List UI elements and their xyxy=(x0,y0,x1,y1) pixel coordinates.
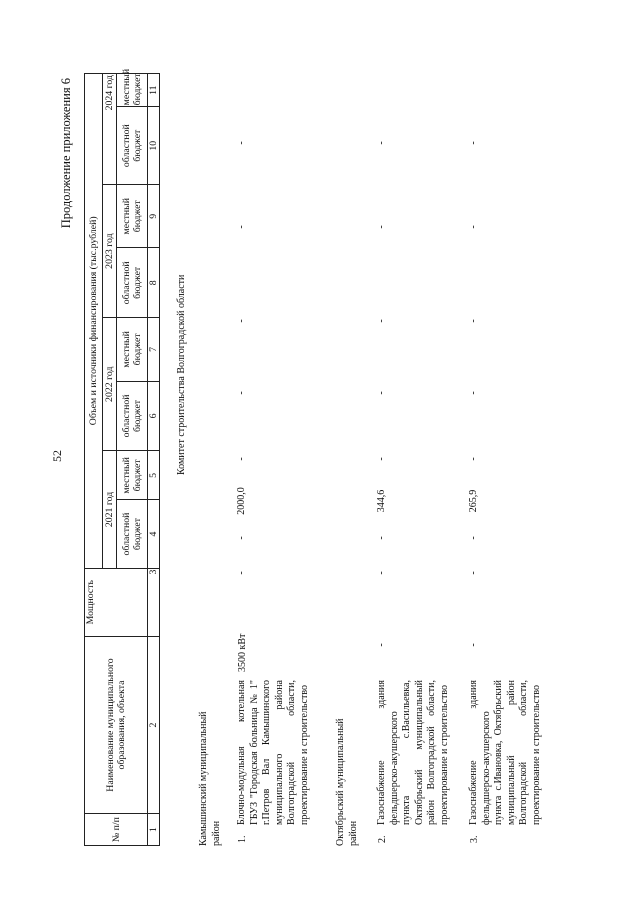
row-number: 1. xyxy=(237,835,248,843)
local-budget-2021: местный бюджет xyxy=(117,451,148,500)
col-number: 10 xyxy=(148,107,160,185)
value-cell: - xyxy=(376,391,387,395)
value-cell: - xyxy=(236,457,247,461)
year-2023: 2023 год xyxy=(103,185,117,318)
regional-budget-2021: областной бюджет xyxy=(117,500,148,568)
value-cell: - xyxy=(468,571,479,575)
local-budget-2022: местный бюджет xyxy=(117,318,148,381)
row-number: 2. xyxy=(377,835,388,843)
value-cell: - xyxy=(236,225,247,229)
value-cell: - xyxy=(468,319,479,323)
value-cell: - xyxy=(236,319,247,323)
col-number: 9 xyxy=(148,185,160,248)
col-funding-header: Объем и источники финансирования (тыс.рублей) xyxy=(85,74,103,569)
value-cell: - xyxy=(468,225,479,229)
col-number: 3 xyxy=(148,568,160,636)
value-cell: - xyxy=(236,141,247,145)
value-cell: - xyxy=(468,536,479,540)
col-capacity-header: Мощность xyxy=(85,568,148,636)
col-number: 11 xyxy=(148,74,160,107)
year-2021: 2021 год xyxy=(103,451,117,568)
page-number: 52 xyxy=(50,450,64,462)
capacity-value: - xyxy=(376,643,387,647)
value-cell: - xyxy=(468,457,479,461)
col-num-header: № п/п xyxy=(85,814,148,846)
value-cell: - xyxy=(376,536,387,540)
value-cell: 344,6 xyxy=(376,489,387,513)
col-number: 1 xyxy=(148,814,160,846)
col-name-header: Наименование муниципального образования, объекта xyxy=(85,636,148,814)
col-number: 2 xyxy=(148,636,160,814)
regional-budget-2024: областной бюджет xyxy=(117,107,148,185)
object-name: Блочно-модульная котельная ГБУЗ "Городская больница № 1" г.Петров Вал Камышинского муниципального района Волгоградской области, проектирование и строительство xyxy=(236,680,310,825)
value-cell: - xyxy=(376,457,387,461)
object-name: Газоснабжение здания фельдшерско-акушерского пункта с.Васильевка, Октябрьский муниципальный район Волгоградской области, проектирование и строительство xyxy=(376,680,450,825)
regional-budget-2023: областной бюджет xyxy=(117,248,148,318)
local-budget-2024: местный бюджет xyxy=(117,74,148,107)
value-cell: - xyxy=(236,571,247,575)
header-table xyxy=(84,68,160,846)
year-2022: 2022 год xyxy=(103,318,117,451)
object-name: Газоснабжение здания фельдшерско-акушерского пункта с.Ивановка, Октябрьский муниципальный район Волгоградской области, проектирование и строительство xyxy=(468,680,542,825)
committee-heading: Комитет строительства Волгоградской области xyxy=(176,274,187,475)
col-number: 5 xyxy=(148,451,160,500)
value-cell: - xyxy=(376,225,387,229)
local-budget-2023: местный бюджет xyxy=(117,185,148,248)
capacity-value: - xyxy=(468,643,479,647)
value-cell: - xyxy=(376,141,387,145)
col-number: 7 xyxy=(148,318,160,381)
capacity-value: 3500 кВт xyxy=(237,633,248,672)
district-heading: Октябрьский муниципальный район xyxy=(335,718,359,846)
regional-budget-2022: областной бюджет xyxy=(117,381,148,451)
value-cell: - xyxy=(376,571,387,575)
col-number: 4 xyxy=(148,500,160,568)
value-cell: - xyxy=(468,141,479,145)
col-number: 8 xyxy=(148,248,160,318)
value-cell: 265,9 xyxy=(468,489,479,513)
value-cell: - xyxy=(376,319,387,323)
row-number: 3. xyxy=(469,835,480,843)
district-heading: Камышинский муниципальный район xyxy=(198,711,222,846)
value-cell: - xyxy=(236,536,247,540)
value-cell: 2000,0 xyxy=(236,487,247,515)
col-number: 6 xyxy=(148,381,160,451)
year-2024: 2024 год xyxy=(103,74,117,185)
value-cell: - xyxy=(236,391,247,395)
value-cell: - xyxy=(468,391,479,395)
continuation-label: Продолжение приложения 6 xyxy=(59,78,73,229)
